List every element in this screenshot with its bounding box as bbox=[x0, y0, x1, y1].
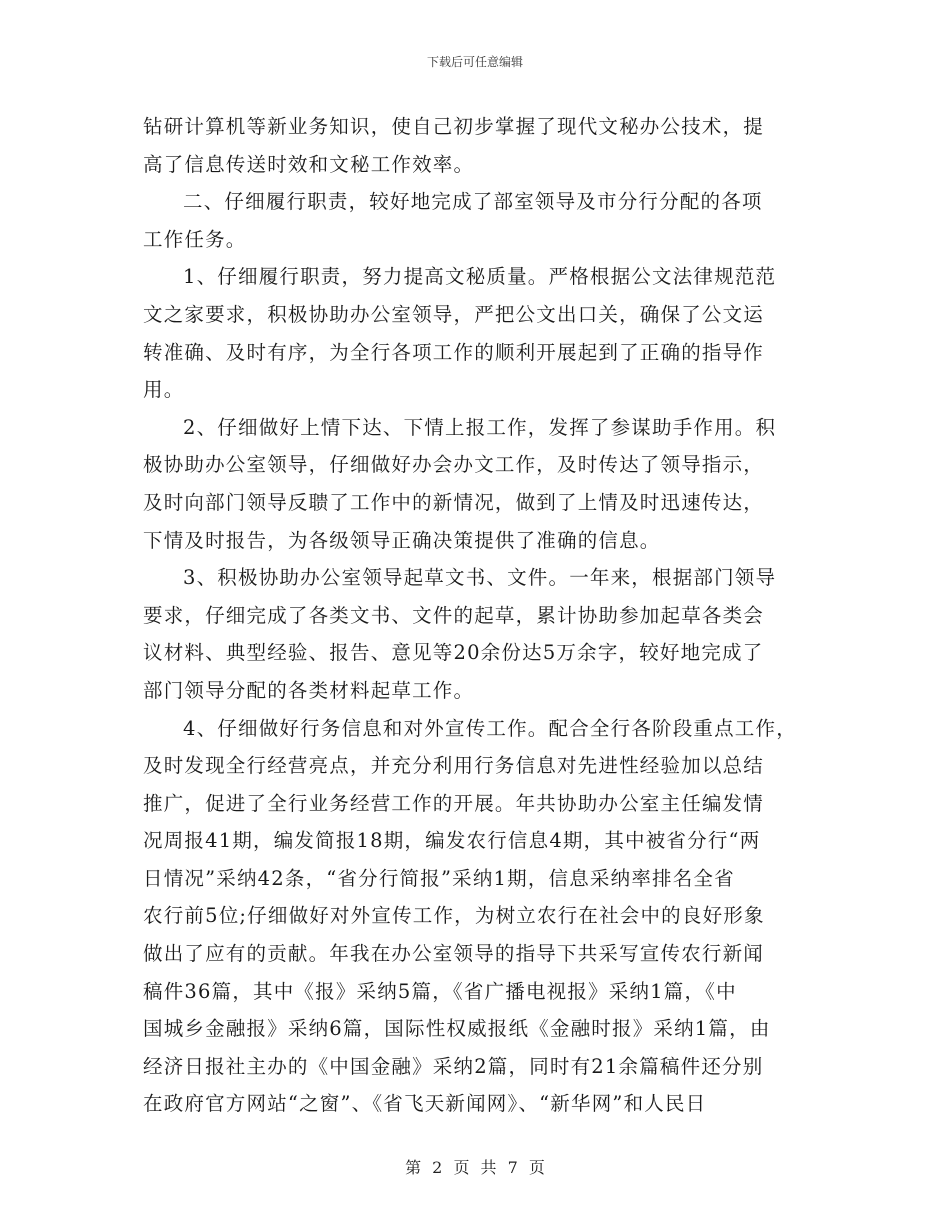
text-line: 农行前5位;仔细做好对外宣传工作，为树立农行在社会中的良好形象 bbox=[143, 904, 765, 928]
text-line: 用。 bbox=[143, 378, 185, 402]
page-footer: 第 2 页 共 7 页 bbox=[405, 1158, 545, 1177]
text-line: 及时发现全行经营亮点，并充分利用行务信息对先进性经验加以总结 bbox=[143, 754, 765, 778]
text-line: 转准确、及时有序，为全行各项工作的顺利开展起到了正确的指导作 bbox=[143, 340, 765, 364]
text-line: 况周报41期，编发简报18期，编发农行信息4期，其中被省分行“两 bbox=[143, 829, 761, 853]
text-line: 文之家要求，积极协助办公室领导，严把公文出口关，确保了公文运 bbox=[143, 302, 765, 326]
text-line: 稿件36篇，其中《报》采纳5篇，《省广播电视报》采纳1篇，《中 bbox=[143, 979, 737, 1003]
text-line: 日情况”采纳42条，“省分行简报”采纳1期，信息采纳率排名全省 bbox=[143, 866, 735, 890]
text-line: 极协助办公室领导，仔细做好办会办文工作，及时传达了领导指示， bbox=[143, 453, 765, 477]
paragraph-1-start: 1、仔细履行职责，努力提高文秘质量。严格根据公文法律规范范 bbox=[183, 265, 777, 289]
page-header: 下载后可任意编辑 bbox=[426, 55, 523, 69]
text-line: 做出了应有的贡献。年我在办公室领导的指导下共采写宣传农行新闻 bbox=[143, 942, 765, 966]
text-line: 议材料、典型经验、报告、意见等20余份达5万余字，较好地完成了 bbox=[143, 641, 764, 665]
text-line: 要求，仔细完成了各类文书、文件的起草，累计协助参加起草各类会 bbox=[143, 603, 765, 627]
text-line: 钻研计算机等新业务知识，使自己初步掌握了现代文秘办公技术，提 bbox=[143, 115, 765, 138]
text-line: 及时向部门领导反聩了工作中的新情况，做到了上情及时迅速传达， bbox=[143, 490, 765, 514]
text-line: 国城乡金融报》采纳6篇，国际性权威报纸《金融时报》采纳1篇，由 bbox=[143, 1017, 771, 1041]
text-line: 推广，促进了全行业务经营工作的开展。年共协助办公室主任编发情 bbox=[143, 791, 765, 815]
text-line: 经济日报社主办的《中国金融》采纳2篇，同时有21余篇稿件还分别 bbox=[143, 1054, 764, 1078]
text-line: 高了信息传送时效和文秘工作效率。 bbox=[143, 152, 475, 176]
text-line: 在政府官方网站“之窗”、《省飞天新闻网》、“新华网”和人民日 bbox=[143, 1092, 707, 1116]
paragraph-4-start: 4、仔细做好行务信息和对外宣传工作。配合全行各阶段重点工作， bbox=[183, 716, 797, 740]
text-line: 部门领导分配的各类材料起草工作。 bbox=[143, 678, 475, 702]
text-line: 工作任务。 bbox=[143, 227, 247, 251]
document-body bbox=[143, 108, 823, 1123]
section-heading-2: 二、仔细履行职责，较好地完成了部室领导及市分行分配的各项 bbox=[183, 190, 763, 214]
paragraph-2-start: 2、仔细做好上情下达、下情上报工作，发挥了参谋助手作用。积 bbox=[183, 415, 777, 439]
text-line: 下情及时报告，为各级领导正确决策提供了准确的信息。 bbox=[143, 528, 661, 552]
paragraph-3-start: 3、积极协助办公室领导起草文书、文件。一年来，根据部门领导 bbox=[183, 566, 777, 590]
